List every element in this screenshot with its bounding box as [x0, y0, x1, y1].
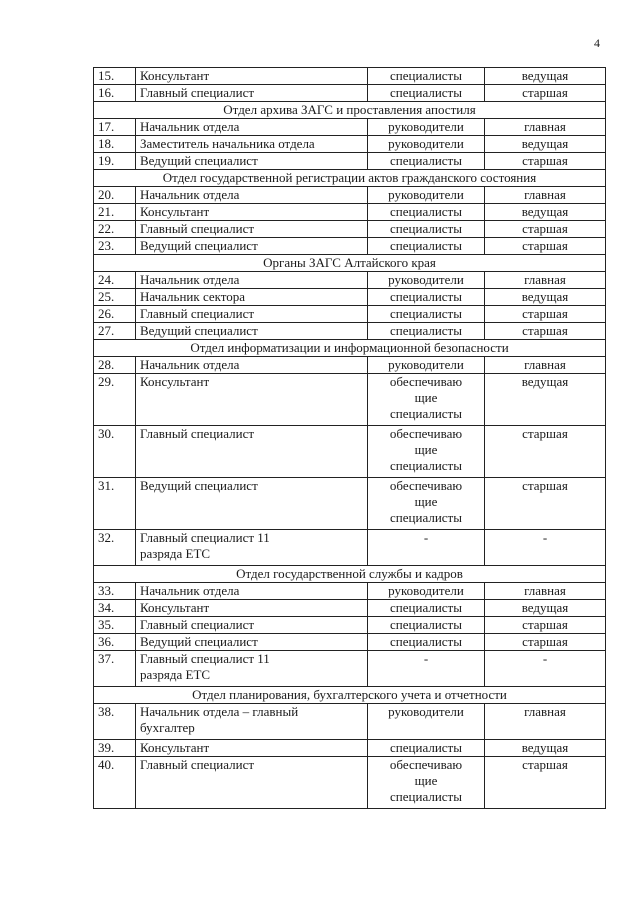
position-cell: Заместитель начальника отдела: [136, 136, 368, 153]
category-cell: старшая: [485, 153, 606, 170]
group-cell: специалисты: [368, 68, 485, 85]
section-title: Отдел архива ЗАГС и проставления апостиля: [94, 102, 606, 119]
table-row: [94, 85, 606, 102]
row-number: 35.: [94, 617, 136, 634]
table-row: [94, 153, 606, 170]
section-title: Отдел информатизации и информационной безопасности: [94, 340, 606, 357]
category-cell: главная: [485, 357, 606, 374]
group-cell: специалисты: [368, 740, 485, 757]
table-row: [94, 651, 606, 687]
category-cell: -: [485, 651, 606, 687]
group-cell: руководители: [368, 272, 485, 289]
row-number: 27.: [94, 323, 136, 340]
row-number: 30.: [94, 426, 136, 478]
category-cell: ведущая: [485, 136, 606, 153]
category-cell: главная: [485, 119, 606, 136]
row-number: 32.: [94, 530, 136, 566]
section-header-row: [94, 170, 606, 187]
row-number: 20.: [94, 187, 136, 204]
table-row: [94, 757, 606, 809]
group-cell: руководители: [368, 119, 485, 136]
position-cell: Главный специалист: [136, 617, 368, 634]
row-number: 38.: [94, 704, 136, 740]
row-number: 29.: [94, 374, 136, 426]
table-row: [94, 634, 606, 651]
group-cell: специалисты: [368, 85, 485, 102]
page-number: 4: [594, 36, 600, 50]
position-cell: Консультант: [136, 374, 368, 426]
row-number: 18.: [94, 136, 136, 153]
section-header-row: [94, 255, 606, 272]
position-cell: Ведущий специалист: [136, 153, 368, 170]
category-cell: старшая: [485, 757, 606, 809]
section-header-row: [94, 340, 606, 357]
table-row: [94, 289, 606, 306]
position-cell: Начальник отдела: [136, 119, 368, 136]
table-row: [94, 583, 606, 600]
table-row: [94, 704, 606, 740]
group-cell: обеспечиваю щие специалисты: [368, 478, 485, 530]
group-cell: специалисты: [368, 221, 485, 238]
category-cell: старшая: [485, 221, 606, 238]
category-cell: ведущая: [485, 600, 606, 617]
table-row: [94, 374, 606, 426]
position-cell: Ведущий специалист: [136, 478, 368, 530]
row-number: 22.: [94, 221, 136, 238]
table-row: [94, 357, 606, 374]
table-row: [94, 306, 606, 323]
group-cell: специалисты: [368, 306, 485, 323]
row-number: 21.: [94, 204, 136, 221]
category-cell: старшая: [485, 323, 606, 340]
section-header-row: [94, 687, 606, 704]
position-cell: Начальник сектора: [136, 289, 368, 306]
positions-table-body: [94, 68, 606, 809]
row-number: 17.: [94, 119, 136, 136]
position-cell: Главный специалист: [136, 221, 368, 238]
table-row: [94, 136, 606, 153]
position-cell: Главный специалист: [136, 757, 368, 809]
row-number: 37.: [94, 651, 136, 687]
category-cell: ведущая: [485, 374, 606, 426]
table-row: [94, 617, 606, 634]
category-cell: главная: [485, 583, 606, 600]
position-cell: Ведущий специалист: [136, 634, 368, 651]
table-row: [94, 119, 606, 136]
group-cell: специалисты: [368, 289, 485, 306]
position-cell: Ведущий специалист: [136, 323, 368, 340]
row-number: 26.: [94, 306, 136, 323]
row-number: 36.: [94, 634, 136, 651]
position-cell: Начальник отдела: [136, 357, 368, 374]
category-cell: старшая: [485, 426, 606, 478]
row-number: 33.: [94, 583, 136, 600]
group-cell: специалисты: [368, 600, 485, 617]
category-cell: старшая: [485, 238, 606, 255]
category-cell: -: [485, 530, 606, 566]
category-cell: старшая: [485, 617, 606, 634]
position-cell: Консультант: [136, 600, 368, 617]
row-number: 24.: [94, 272, 136, 289]
group-cell: специалисты: [368, 238, 485, 255]
table-row: [94, 740, 606, 757]
position-cell: Начальник отдела: [136, 187, 368, 204]
position-cell: Консультант: [136, 204, 368, 221]
table-row: [94, 600, 606, 617]
position-cell: Главный специалист: [136, 85, 368, 102]
position-cell: Начальник отдела: [136, 272, 368, 289]
group-cell: обеспечиваю щие специалисты: [368, 757, 485, 809]
row-number: 16.: [94, 85, 136, 102]
group-cell: обеспечиваю щие специалисты: [368, 374, 485, 426]
table-row: [94, 272, 606, 289]
table-row: [94, 426, 606, 478]
row-number: 39.: [94, 740, 136, 757]
position-cell: Главный специалист: [136, 306, 368, 323]
table-row: [94, 530, 606, 566]
group-cell: руководители: [368, 583, 485, 600]
group-cell: руководители: [368, 187, 485, 204]
position-cell: Консультант: [136, 740, 368, 757]
category-cell: старшая: [485, 306, 606, 323]
section-title: Отдел планирования, бухгалтерского учета и отчетности: [94, 687, 606, 704]
group-cell: специалисты: [368, 153, 485, 170]
position-cell: Ведущий специалист: [136, 238, 368, 255]
group-cell: руководители: [368, 136, 485, 153]
row-number: 19.: [94, 153, 136, 170]
category-cell: главная: [485, 272, 606, 289]
category-cell: ведущая: [485, 740, 606, 757]
group-cell: обеспечиваю щие специалисты: [368, 426, 485, 478]
group-cell: -: [368, 651, 485, 687]
row-number: 23.: [94, 238, 136, 255]
position-cell: Главный специалист 11 разряда ЕТС: [136, 651, 368, 687]
category-cell: ведущая: [485, 68, 606, 85]
row-number: 34.: [94, 600, 136, 617]
section-header-row: [94, 566, 606, 583]
group-cell: специалисты: [368, 634, 485, 651]
position-cell: Консультант: [136, 68, 368, 85]
group-cell: специалисты: [368, 323, 485, 340]
position-cell: Начальник отдела – главный бухгалтер: [136, 704, 368, 740]
row-number: 40.: [94, 757, 136, 809]
table-row: [94, 68, 606, 85]
table-row: [94, 478, 606, 530]
section-title: Отдел государственной службы и кадров: [94, 566, 606, 583]
category-cell: старшая: [485, 478, 606, 530]
group-cell: руководители: [368, 357, 485, 374]
position-cell: Начальник отдела: [136, 583, 368, 600]
category-cell: главная: [485, 704, 606, 740]
row-number: 15.: [94, 68, 136, 85]
table-row: [94, 238, 606, 255]
section-title: Отдел государственной регистрации актов гражданского состояния: [94, 170, 606, 187]
group-cell: руководители: [368, 704, 485, 740]
category-cell: ведущая: [485, 289, 606, 306]
category-cell: старшая: [485, 634, 606, 651]
group-cell: специалисты: [368, 617, 485, 634]
position-cell: Главный специалист: [136, 426, 368, 478]
group-cell: специалисты: [368, 204, 485, 221]
row-number: 25.: [94, 289, 136, 306]
category-cell: старшая: [485, 85, 606, 102]
position-cell: Главный специалист 11 разряда ЕТС: [136, 530, 368, 566]
row-number: 31.: [94, 478, 136, 530]
category-cell: главная: [485, 187, 606, 204]
group-cell: -: [368, 530, 485, 566]
category-cell: ведущая: [485, 204, 606, 221]
positions-table: [93, 67, 606, 809]
section-header-row: [94, 102, 606, 119]
table-row: [94, 221, 606, 238]
table-row: [94, 204, 606, 221]
table-row: [94, 187, 606, 204]
section-title: Органы ЗАГС Алтайского края: [94, 255, 606, 272]
row-number: 28.: [94, 357, 136, 374]
table-row: [94, 323, 606, 340]
